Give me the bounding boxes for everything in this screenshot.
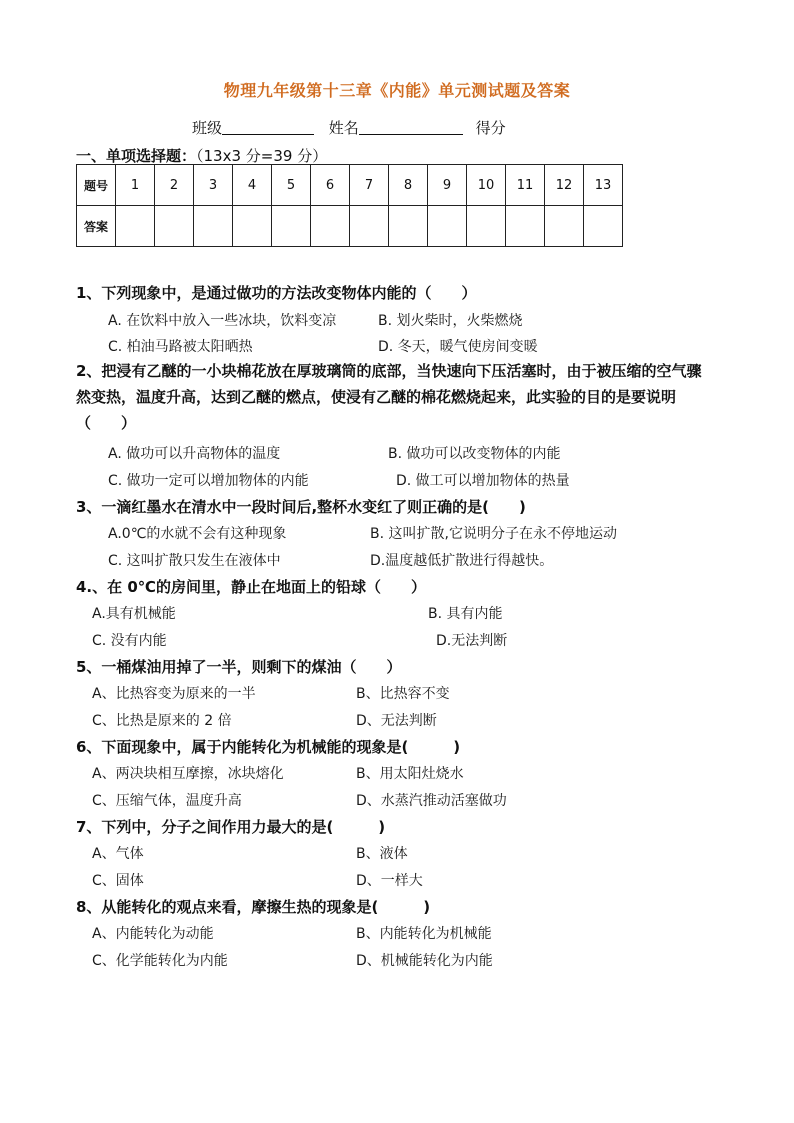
- question-1-option-b: B. 划火柴时，火柴燃烧: [378, 313, 523, 329]
- question-6-option-a: A、两决块相互摩擦，冰块熔化: [92, 766, 284, 782]
- question-8-stem: 8、从能转化的观点来看，摩擦生热的现象是( ): [76, 898, 431, 916]
- question-6-stem: 6、下面现象中，属于内能转化为机械能的现象是( ): [76, 738, 461, 756]
- answer-cell[interactable]: [584, 206, 623, 247]
- answer-cell[interactable]: [116, 206, 155, 247]
- question-2-option-b: B. 做功可以改变物体的内能: [388, 446, 561, 462]
- question-7-option-d: D、一样大: [356, 873, 423, 889]
- answer-cell[interactable]: [272, 206, 311, 247]
- number-cell: 13: [584, 165, 623, 206]
- question-8-option-a: A、内能转化为动能: [92, 926, 214, 942]
- question-7-option-b: B、液体: [356, 846, 408, 862]
- question-8-option-b: B、内能转化为机械能: [356, 926, 492, 942]
- question-1-option-a: A. 在饮料中放入一些冰块，饮料变凉: [108, 313, 337, 329]
- number-cell: 9: [428, 165, 467, 206]
- number-cell: 1: [116, 165, 155, 206]
- answer-cell[interactable]: [155, 206, 194, 247]
- question-6-option-b: B、用太阳灶烧水: [356, 766, 464, 782]
- question-3-option-b: B. 这叫扩散,它说明分子在永不停地运动: [370, 526, 617, 542]
- question-8-option-c: C、化学能转化为内能: [92, 953, 228, 969]
- number-cell: 10: [467, 165, 506, 206]
- name-blank[interactable]: [359, 120, 463, 135]
- question-3-option-d: D.温度越低扩散进行得越快。: [370, 553, 554, 569]
- number-cell: 5: [272, 165, 311, 206]
- question-3-stem: 3、一滴红墨水在清水中一段时间后,整杯水变红了则正确的是( ): [76, 498, 526, 516]
- number-cell: 3: [194, 165, 233, 206]
- score-label: 得分: [475, 119, 506, 137]
- question-7-option-c: C、固体: [92, 873, 144, 889]
- question-5-option-d: D、无法判断: [356, 713, 437, 729]
- answer-cell[interactable]: [467, 206, 506, 247]
- question-6-option-c: C、压缩气体，温度升高: [92, 793, 242, 809]
- class-label: 班级: [192, 119, 223, 137]
- question-5-option-c: C、比热是原来的 2 倍: [92, 713, 232, 729]
- answer-table: [76, 164, 623, 247]
- student-info-line: [192, 117, 506, 138]
- question-8-option-d: D、机械能转化为内能: [356, 953, 493, 969]
- answer-cell[interactable]: [545, 206, 584, 247]
- number-cell: 2: [155, 165, 194, 206]
- number-cell: 8: [389, 165, 428, 206]
- number-cell: 12: [545, 165, 584, 206]
- answer-cell[interactable]: [428, 206, 467, 247]
- number-cell: 7: [350, 165, 389, 206]
- question-4-option-a: A.具有机械能: [92, 606, 176, 622]
- question-2-stem: 2、把浸有乙醚的一小块棉花放在厚玻璃筒的底部，当快速向下压活塞时，由于被压缩的空气骤然变热，温度升高，达到乙醚的燃点，使浸有乙醚的棉花燃烧起来，此实验的目的是要说明（ ）: [76, 362, 702, 432]
- answer-cell[interactable]: [389, 206, 428, 247]
- number-row-header: 题号: [77, 165, 116, 206]
- question-4-option-c: C. 没有内能: [92, 633, 167, 649]
- question-4-option-d: D.无法判断: [436, 633, 508, 649]
- answer-cell[interactable]: [506, 206, 545, 247]
- question-5-option-b: B、比热容不变: [356, 686, 450, 702]
- question-1-option-c: C. 柏油马路被太阳晒热: [108, 339, 253, 355]
- question-1-option-d: D. 冬天，暖气使房间变暖: [378, 339, 538, 355]
- number-cell: 6: [311, 165, 350, 206]
- number-cell: 4: [233, 165, 272, 206]
- number-cell: 11: [506, 165, 545, 206]
- question-2-option-d: D. 做工可以增加物体的热量: [396, 473, 570, 489]
- question-3-option-c: C. 这叫扩散只发生在液体中: [108, 553, 281, 569]
- question-7-stem: 7、下列中，分子之间作用力最大的是( ): [76, 818, 386, 836]
- answer-table-answer-row: [77, 206, 623, 247]
- question-3-option-a: A.0℃的水就不会有这种现象: [108, 526, 287, 542]
- question-4-option-b: B. 具有内能: [428, 606, 503, 622]
- question-4-stem: 4.、在 0℃的房间里，静止在地面上的铅球（ ）: [76, 578, 426, 596]
- question-1-stem: 1、下列现象中，是通过做功的方法改变物体内能的（ ）: [76, 284, 477, 302]
- document-title: 物理九年级第十三章《内能》单元测试题及答案: [223, 81, 571, 100]
- section-heading: [76, 145, 327, 166]
- question-2-option-c: C. 做功一定可以增加物体的内能: [108, 473, 309, 489]
- section-label: 一、单项选择题：: [76, 147, 197, 165]
- question-7-option-a: A、气体: [92, 846, 144, 862]
- answer-row-header: 答案: [77, 206, 116, 247]
- question-2-option-a: A. 做功可以升高物体的温度: [108, 446, 281, 462]
- answer-cell[interactable]: [194, 206, 233, 247]
- answer-cell[interactable]: [311, 206, 350, 247]
- question-5-stem: 5、一桶煤油用掉了一半，则剩下的煤油（ ）: [76, 658, 402, 676]
- name-label: 姓名: [328, 119, 359, 137]
- answer-cell[interactable]: [233, 206, 272, 247]
- section-note: （13x3 分=39 分）: [196, 147, 328, 165]
- question-6-option-d: D、水蒸汽推动活塞做功: [356, 793, 507, 809]
- question-5-option-a: A、比热容变为原来的一半: [92, 686, 256, 702]
- answer-table-number-row: [77, 165, 623, 206]
- class-blank[interactable]: [222, 120, 314, 135]
- answer-cell[interactable]: [350, 206, 389, 247]
